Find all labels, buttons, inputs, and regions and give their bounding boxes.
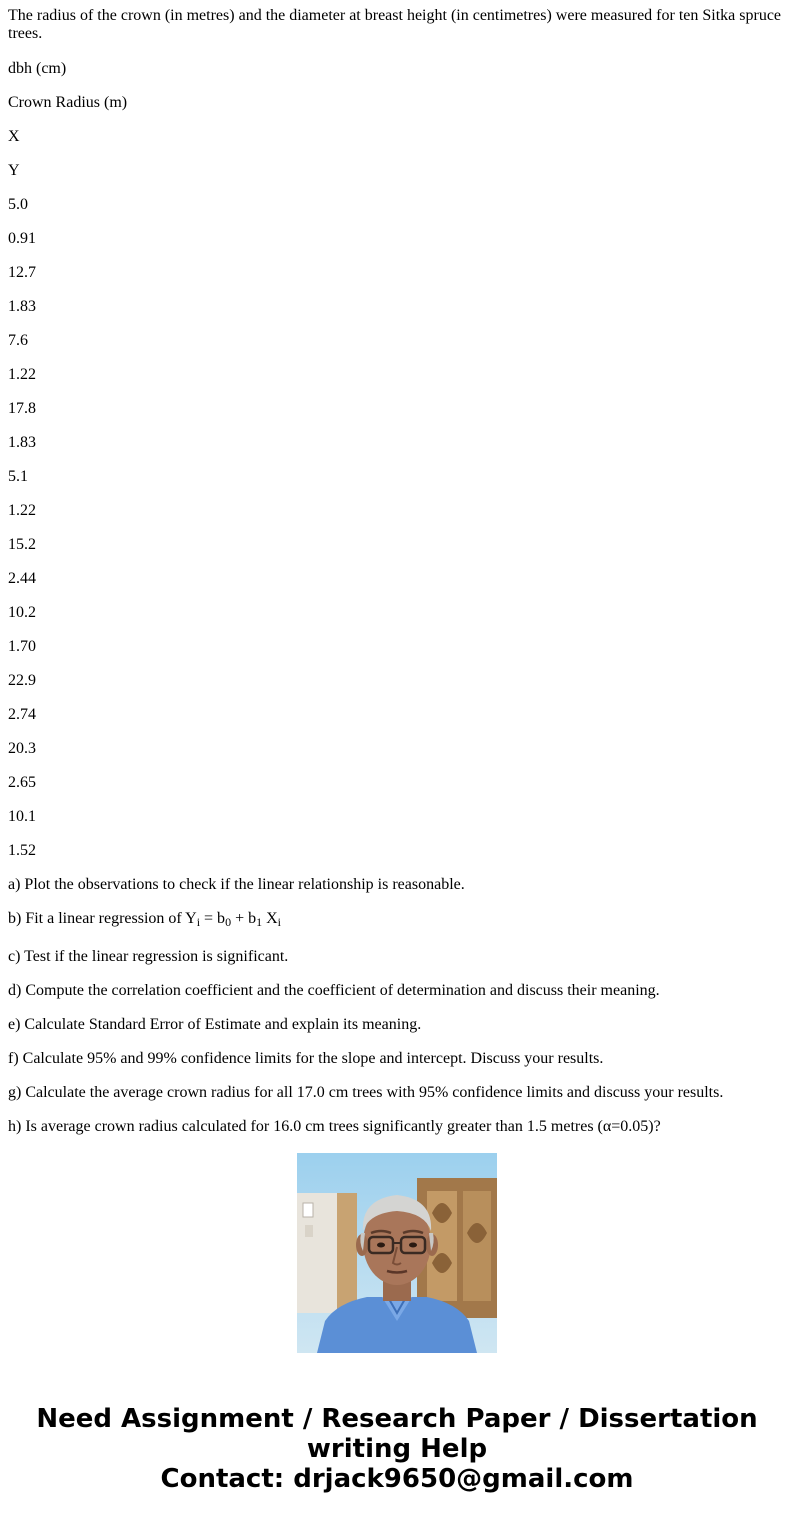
table-cell-x: 20.3	[8, 740, 36, 757]
question-g: g) Calculate the average crown radius for all 17.0 cm trees with 95% confidence limits and discuss your results.	[8, 1084, 724, 1101]
table-cell-x: 5.1	[8, 468, 28, 485]
table-cell-x: 17.8	[8, 400, 36, 417]
subscript: i	[277, 915, 281, 929]
table-cell-y: 1.83	[8, 298, 36, 315]
question-b	[8, 910, 788, 928]
subscript: 0	[225, 915, 232, 929]
promo-banner	[0, 1404, 794, 1494]
table-cell-x: 15.2	[8, 536, 36, 553]
question-b-text: X	[262, 910, 278, 927]
table-cell-y: 2.74	[8, 706, 36, 723]
question-c: c) Test if the linear regression is significant.	[8, 948, 289, 965]
promo-line: Need Assignment / Research Paper / Dissertation	[36, 1404, 758, 1434]
problem-intro: The radius of the crown (in metres) and the diameter at breast height (in centimetres) were measured for ten Sitka spruce trees.	[8, 7, 782, 42]
subscript: i	[196, 915, 201, 929]
promo-contact: Contact: drjack9650@gmail.com	[160, 1464, 634, 1494]
table-cell-x: 5.0	[8, 196, 28, 213]
question-b-text: b) Fit a linear regression of Y	[8, 910, 197, 927]
question-e: e) Calculate Standard Error of Estimate and explain its meaning.	[8, 1016, 422, 1033]
data-table	[8, 60, 788, 860]
question-a: a) Plot the observations to check if the linear relationship is reasonable.	[8, 876, 465, 893]
table-cell-y: 1.22	[8, 366, 36, 383]
column-symbol-x: X	[8, 128, 20, 145]
question-h: h) Is average crown radius calculated for 16.0 cm trees significantly greater than 1.5 metres (α=0.05)?	[8, 1118, 661, 1135]
table-cell-y: 2.65	[8, 774, 36, 791]
table-cell-y: 1.83	[8, 434, 36, 451]
table-cell-x: 10.1	[8, 808, 36, 825]
table-cell-y: 1.70	[8, 638, 36, 655]
author-avatar	[297, 1153, 497, 1353]
table-cell-y: 1.52	[8, 842, 36, 859]
table-cell-y: 1.22	[8, 502, 36, 519]
table-cell-x: 12.7	[8, 264, 36, 281]
table-cell-x: 10.2	[8, 604, 36, 621]
author-photo	[297, 1153, 497, 1353]
question-f: f) Calculate 95% and 99% confidence limits for the slope and intercept. Discuss your results.	[8, 1050, 604, 1067]
question-d: d) Compute the correlation coefficient and the coefficient of determination and discuss their meaning.	[8, 982, 660, 999]
column-header-dbh: dbh (cm)	[8, 60, 67, 77]
question-b-text: + b	[231, 910, 257, 927]
column-symbol-y: Y	[8, 162, 20, 179]
promo-line: writing Help	[306, 1434, 488, 1464]
column-header-crown-radius: Crown Radius (m)	[8, 94, 128, 111]
question-b-text: = b	[200, 910, 226, 927]
table-cell-y: 0.91	[8, 230, 36, 247]
table-cell-x: 7.6	[8, 332, 28, 349]
problem-content	[8, 7, 788, 1135]
table-cell-x: 22.9	[8, 672, 36, 689]
subscript: 1	[256, 915, 263, 929]
table-cell-y: 2.44	[8, 570, 36, 587]
